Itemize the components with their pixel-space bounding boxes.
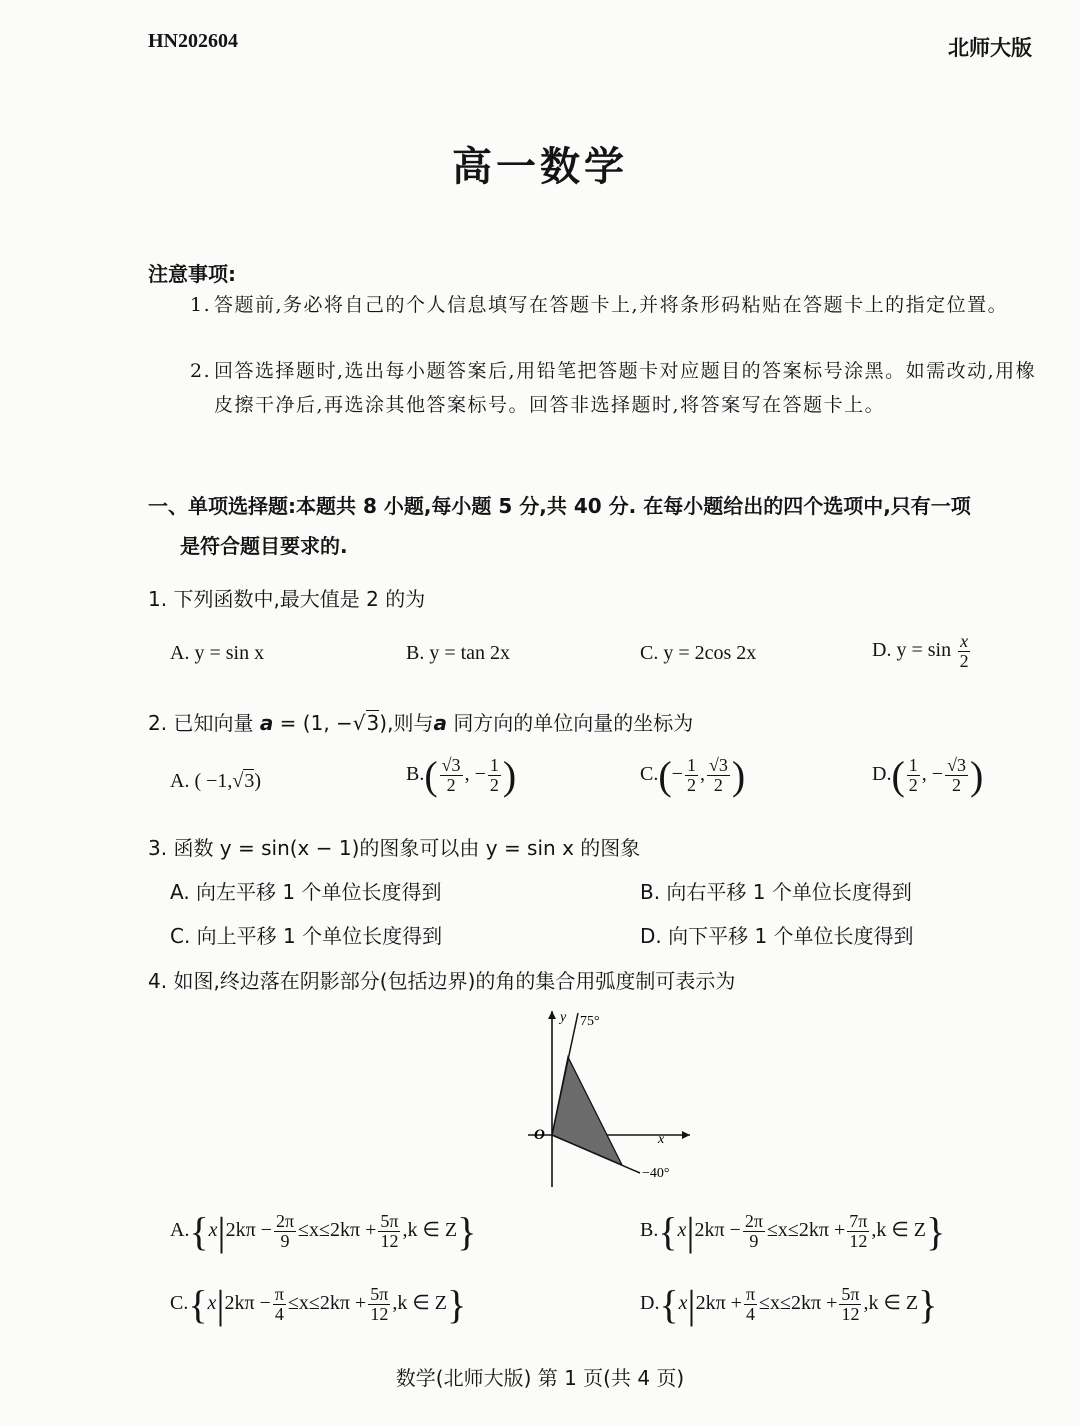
notice-item-1	[190, 288, 1040, 322]
y-axis-label: y	[560, 1010, 567, 1025]
q4-option-c: C.{x|2kπ − $\frac{\pi}{4}$ ≤x≤2kπ + $\frac{5\pi}{12}$ ,k ∈ Z}	[170, 1282, 467, 1327]
q4-option-b: B.{x|2kπ − $\frac{2\pi}{9}$ ≤x≤2kπ + $\frac{7\pi}{12}$ ,k ∈ Z}	[640, 1209, 946, 1254]
page-title: 高一数学	[452, 144, 628, 190]
notice-item-text: 答题前,务必将自己的个人信息填写在答题卡上,并将条形码粘贴在答题卡上的指定位置。	[214, 294, 1009, 316]
q1-option-d-fraction: $\frac{x}{2}$	[959, 631, 969, 671]
q2-option-c: C.(− $\frac{1}{2}$ , $\frac{√3}{2}$ )	[640, 753, 746, 798]
angle-label-minus-40: −40°	[642, 1166, 670, 1181]
q2-option-a: A. ( −1,√3)	[170, 770, 262, 792]
x-axis-arrow	[682, 1131, 690, 1139]
q1-option-d-prefix: D. y = sin	[872, 638, 952, 661]
notice-item-number: 2.	[190, 360, 212, 382]
exam-code: HN202604	[148, 30, 238, 52]
q2-option-d: D.( $\frac{1}{2}$ , − $\frac{√3}{2}$ )	[872, 753, 984, 798]
notice-item-text: 回答选择题时,选出每小题答案后,用铅笔把答题卡对应题目的答案标号涂黑。如需改动,用橡皮擦干净后,再选涂其他答案标号。回答非选择题时,将答案写在答题卡上。	[214, 360, 1037, 416]
x-axis-label: x	[658, 1132, 665, 1147]
y-axis-arrow	[548, 1011, 556, 1019]
section-heading	[148, 486, 1048, 566]
notice-item-number: 1.	[190, 294, 212, 316]
q2-option-b: B.( $\frac{√3}{2}$ , − $\frac{1}{2}$ )	[406, 753, 517, 798]
question-1-stem: 1. 下列函数中,最大值是 2 的为	[148, 587, 426, 611]
origin-label: O	[534, 1127, 545, 1143]
question-3-stem: 3. 函数 y = sin(x − 1)的图象可以由 y = sin x 的图象	[148, 836, 641, 860]
q4-option-d: D.{x|2kπ + $\frac{\pi}{4}$ ≤x≤2kπ + $\frac{5\pi}{12}$ ,k ∈ Z}	[640, 1282, 938, 1327]
q3-option-b: B. 向右平移 1 个单位长度得到	[640, 880, 912, 904]
q1-option-b: B. y = tan 2x	[406, 642, 511, 664]
section-heading-line1: 一、单项选择题:本题共 8 小题,每小题 5 分,共 40 分. 在每小题给出的四个选项中,只有一项	[148, 494, 971, 518]
question-2-stem: 2. 已知向量 a = (1, −√3),则与a 同方向的单位向量的坐标为	[148, 711, 694, 735]
q1-option-a: A. y = sin x	[170, 642, 265, 664]
question-4-stem: 4. 如图,终边落在阴影部分(包括边界)的角的集合用弧度制可表示为	[148, 969, 736, 993]
shaded-region	[552, 1057, 622, 1165]
notice-item-2	[190, 354, 1040, 422]
angle-figure	[520, 1005, 700, 1190]
q1-option-d	[872, 632, 972, 671]
edition-label: 北师大版	[948, 36, 1032, 60]
notice-heading: 注意事项:	[148, 262, 236, 286]
section-heading-line2: 是符合题目要求的.	[180, 534, 348, 558]
page-footer: 数学(北师大版) 第 1 页(共 4 页)	[395, 1366, 685, 1390]
q3-option-c: C. 向上平移 1 个单位长度得到	[170, 924, 443, 948]
angle-label-75: 75°	[580, 1014, 600, 1029]
q1-option-c: C. y = 2cos 2x	[640, 642, 757, 664]
q4-option-a: A.{x|2kπ − $\frac{2\pi}{9}$ ≤x≤2kπ + $\frac{5\pi}{12}$ ,k ∈ Z}	[170, 1209, 477, 1254]
q3-option-a: A. 向左平移 1 个单位长度得到	[170, 880, 442, 904]
q3-option-d: D. 向下平移 1 个单位长度得到	[640, 924, 914, 948]
